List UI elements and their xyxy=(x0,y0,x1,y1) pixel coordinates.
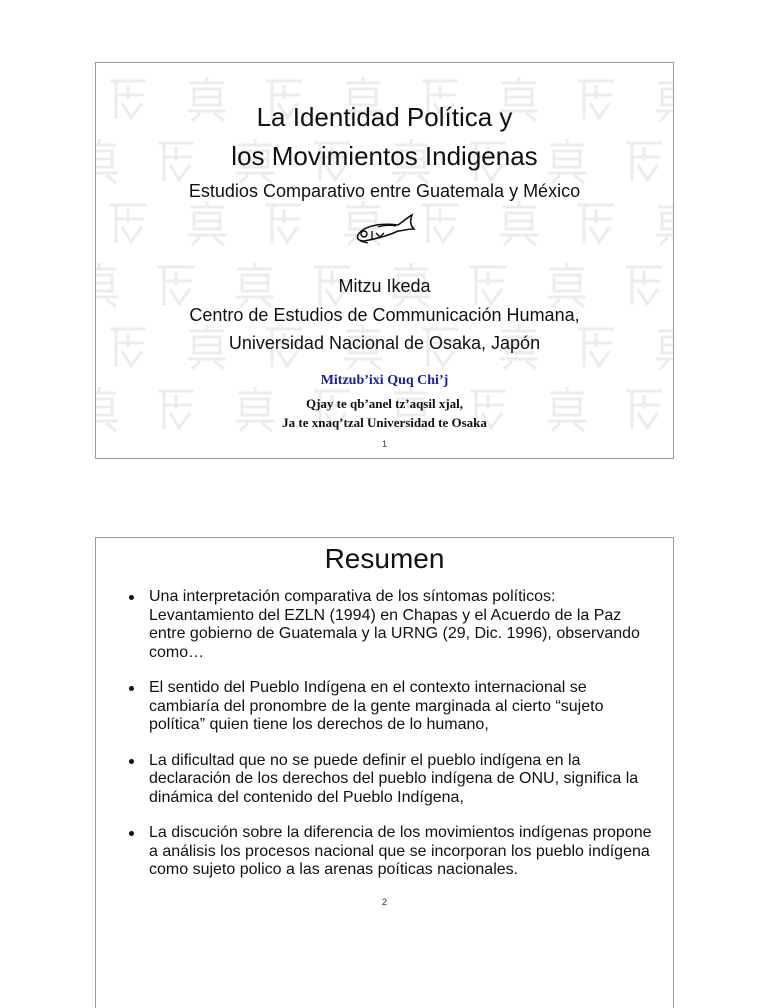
affiliation-line-2: Universidad Nacional de Osaka, Japón xyxy=(228,333,541,353)
affiliation-line-1: Centro de Estudios de Communicación Humana, xyxy=(189,305,580,325)
slide-title-line-1: La Identidad Política y xyxy=(256,102,513,132)
page-number: 2 xyxy=(381,896,387,907)
bullet-item xyxy=(129,588,659,662)
fish-glyph-icon xyxy=(96,213,673,252)
bullet-text: La dificultad que no se puede definir el pueblo indígena en la declaración de los derechos del pueblo indígena de ONU, significa la dinámica del contenido del Pueblo Indígena, xyxy=(149,751,639,806)
slide-title: Resumen xyxy=(324,543,445,574)
bullet-icon xyxy=(129,686,134,691)
author-name: Mitzu Ikeda xyxy=(338,276,431,296)
bullet-text: El sentido del Pueblo Indígena en el contexto internacional se cambiaría del pronombre de la gente marginada al cierto “sujeto política” quien tiene los derechos de lo humano, xyxy=(149,679,604,733)
bullet-icon xyxy=(129,831,134,836)
bullet-item xyxy=(129,752,659,808)
bullet-text: La discución sobre la diferencia de los movimientos indígenas propone a análisis los procesos nacional que se incorporan los pueblo indígena como sujeto polico a las arenas poíticas nacionales. xyxy=(149,824,652,878)
maya-affiliation-line-2: Ja te xnaq’tzal Universidad te Osaka xyxy=(282,415,487,430)
maya-name: Mitzub’ixi Quq Chi’j xyxy=(320,373,449,388)
bullet-list xyxy=(96,588,673,880)
bullet-item xyxy=(129,679,659,735)
bullet-item xyxy=(129,824,659,880)
bullet-icon xyxy=(129,759,134,764)
slide-title xyxy=(95,62,674,459)
page-number: 1 xyxy=(381,439,387,449)
bullet-icon xyxy=(129,595,134,600)
maya-affiliation-line-1: Qjay te qb’anel tz’aqsil xjal, xyxy=(305,396,464,411)
slide-title-line-2: los Movimientos Indigenas xyxy=(231,141,538,171)
slide-resumen xyxy=(95,537,674,1008)
bullet-text: Una interpretación comparativa de los síntomas políticos: Levantamiento del EZLN (1994) en Chapas y el Acuerdo de la Paz entre gobierno de Guatemala y la URNG (29, Dic. 1996), observando como… xyxy=(149,588,640,661)
slide-subtitle: Estudios Comparativo entre Guatemala y México xyxy=(188,181,581,201)
